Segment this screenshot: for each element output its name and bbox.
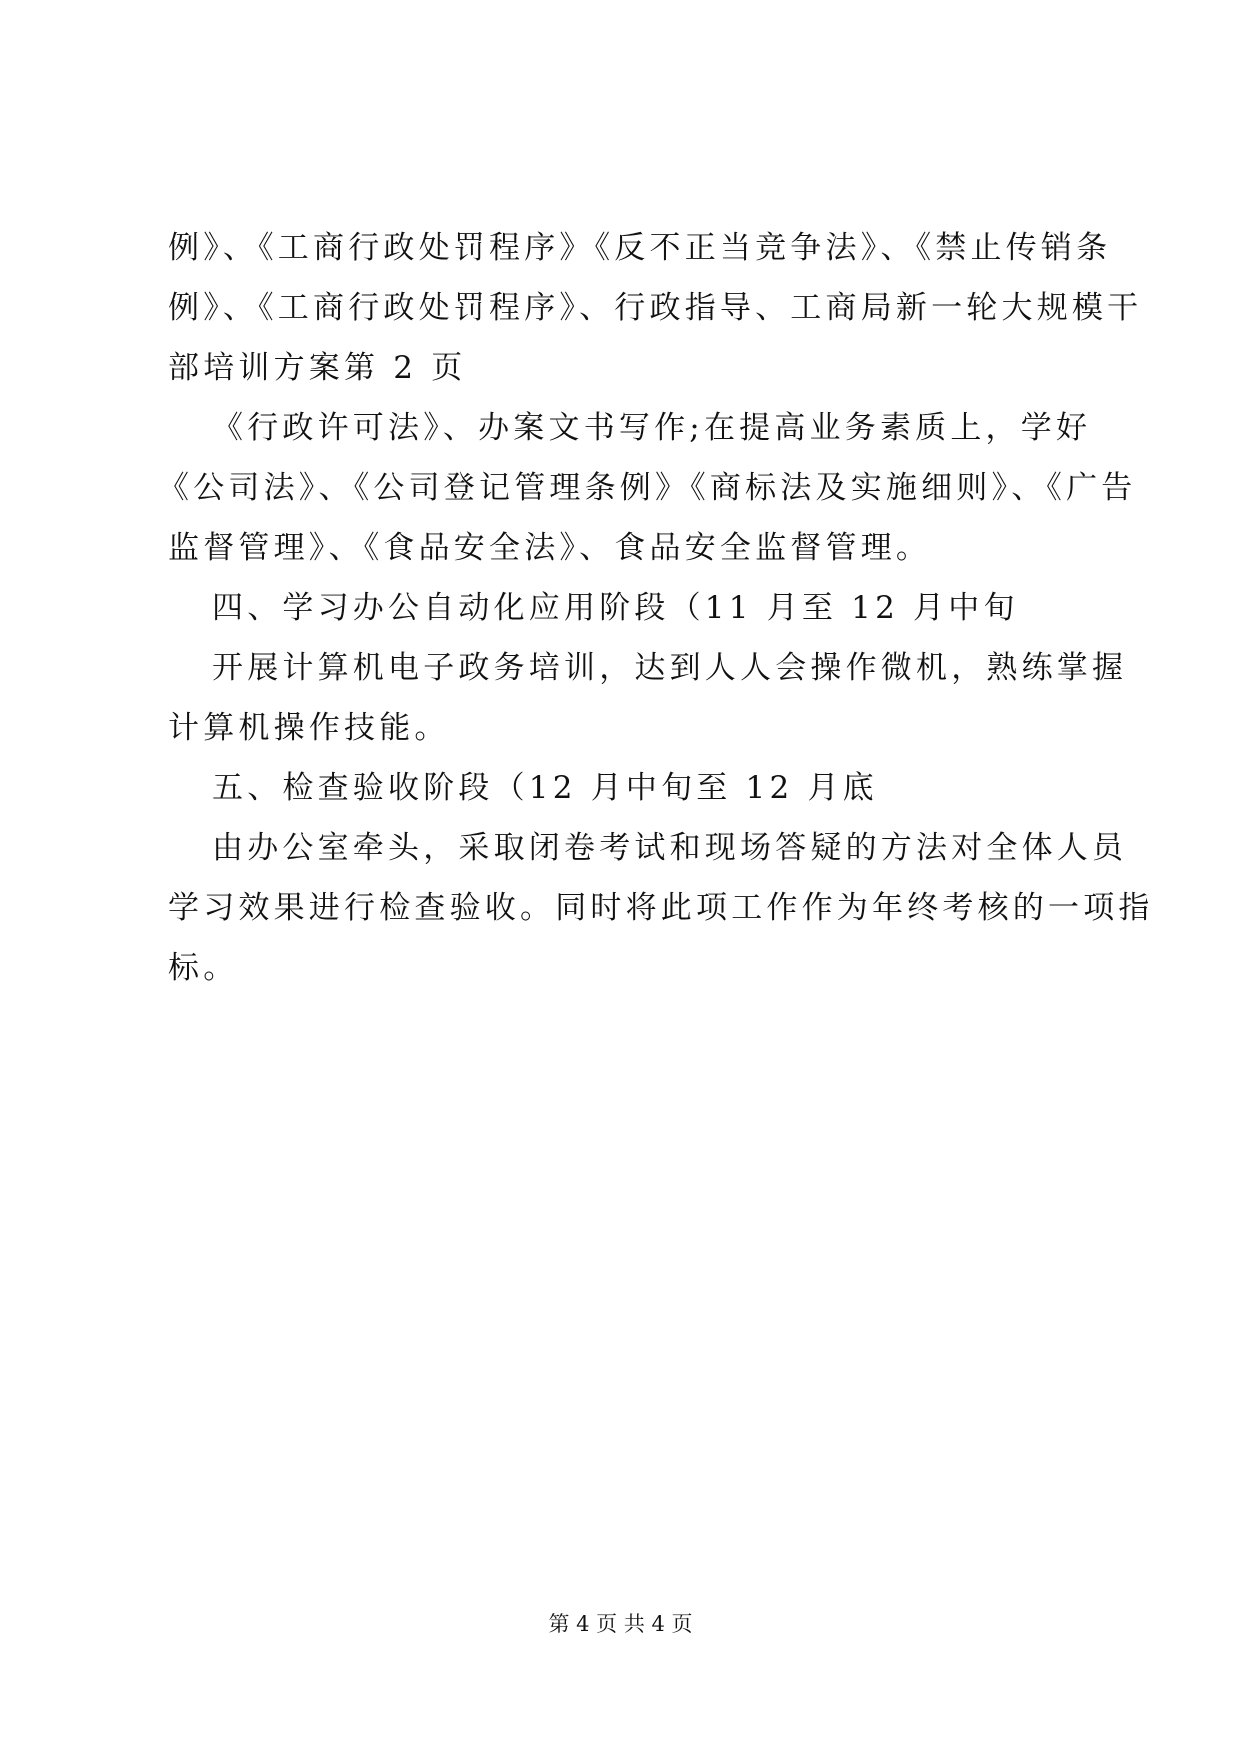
text-line-11: 由办公室牵头，采取闭卷考试和现场答疑的方法对全体人员	[212, 830, 1128, 866]
text-line-6: 监督管理》、《食品安全法》、食品安全监督管理。	[168, 530, 932, 566]
text-line-10: 五、检查验收阶段（12 月中旬至 12 月底	[212, 770, 878, 806]
text-line-4: 《行政许可法》、办案文书写作;在提高业务素质上，学好	[212, 410, 1092, 446]
text-line-12: 学习效果进行检查验收。同时将此项工作作为年终考核的一项指	[168, 890, 1154, 926]
text-line-3: 部培训方案第 2 页	[168, 350, 467, 386]
text-line-9: 计算机操作技能。	[168, 710, 450, 746]
text-line-8: 开展计算机电子政务培训，达到人人会操作微机，熟练掌握	[212, 650, 1128, 686]
text-line-1: 例》、《工商行政处罚程序》《反不正当竞争法》、《禁止传销条	[168, 230, 1112, 266]
text-line-5: 《公司法》、《公司登记管理条例》《商标法及实施细则》、《广告	[158, 470, 1137, 506]
text-line-2: 例》、《工商行政处罚程序》、行政指导、工商局新一轮大规模干	[168, 290, 1143, 326]
page-footer: 第 4 页 共 4 页	[548, 1612, 693, 1636]
text-line-13: 标。	[168, 950, 239, 986]
text-line-7: 四、学习办公自动化应用阶段（11 月至 12 月中旬	[212, 590, 1019, 626]
